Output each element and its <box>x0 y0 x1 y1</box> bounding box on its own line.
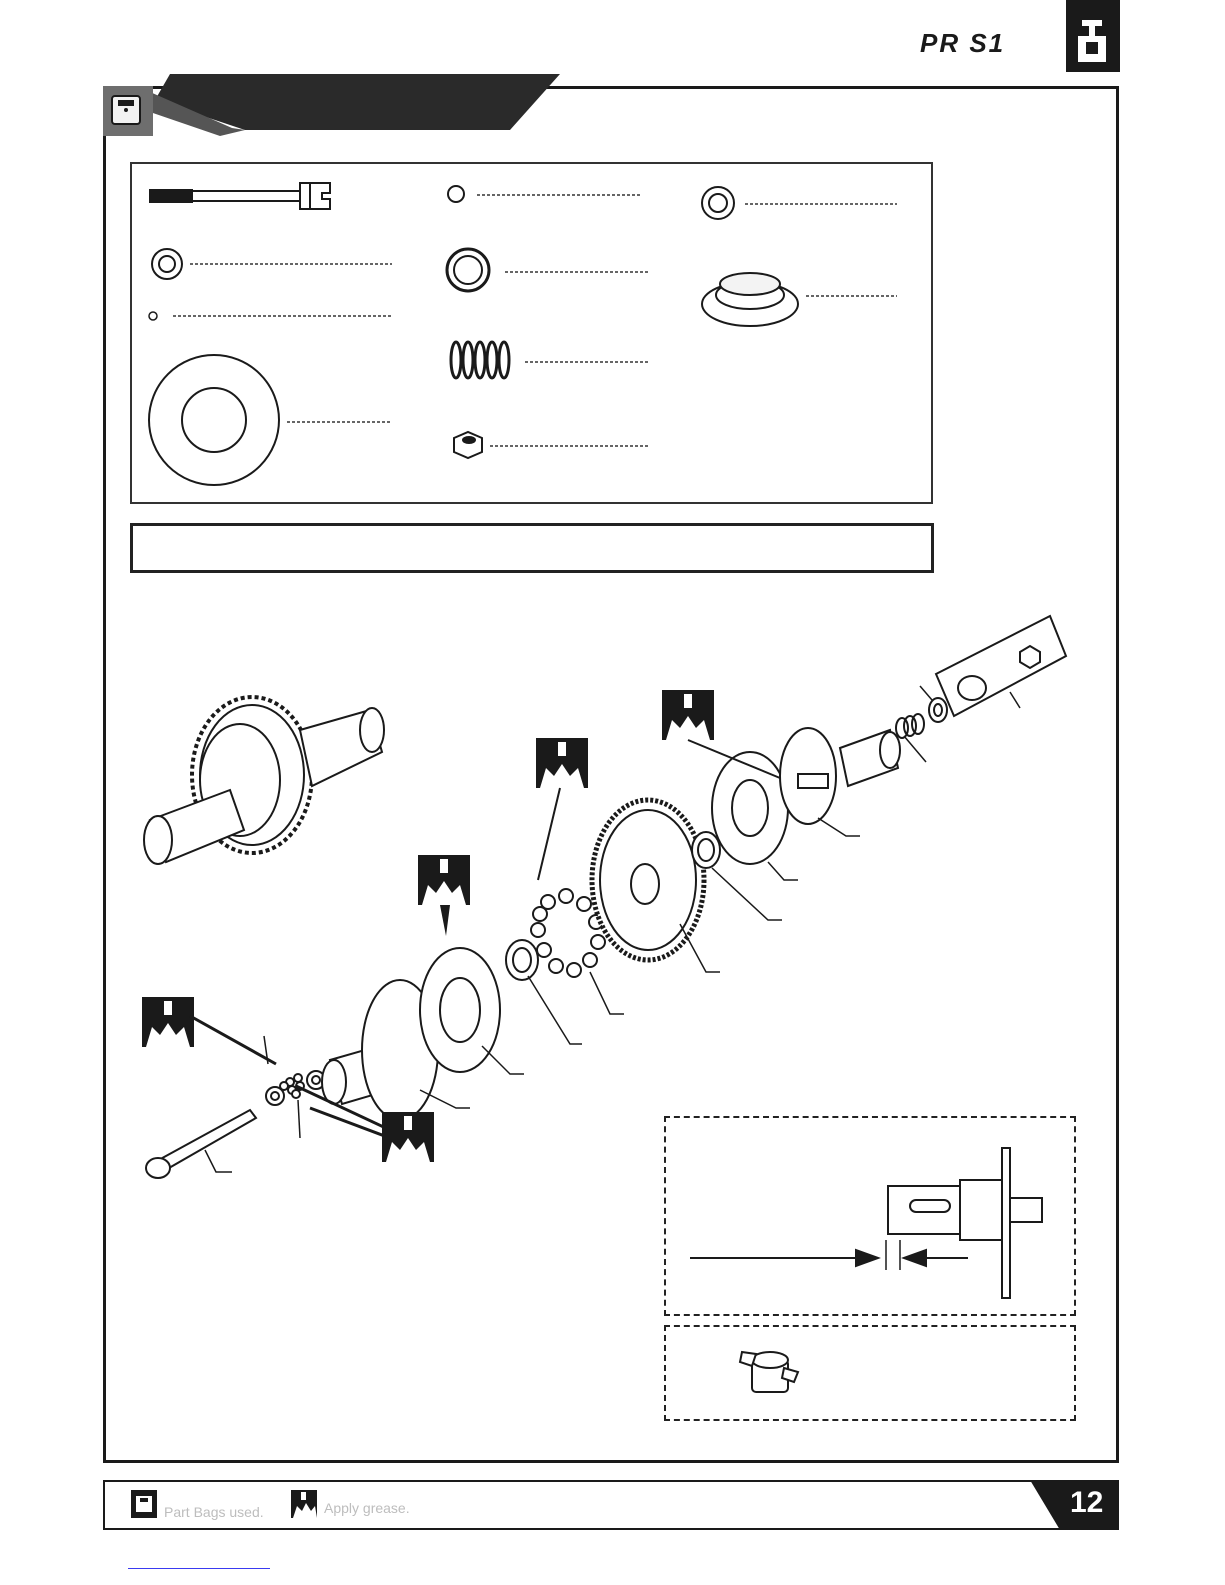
thrust-washer-part <box>702 187 734 219</box>
bearing-part <box>447 249 489 291</box>
spring-part <box>451 342 509 378</box>
grease-icon <box>291 1490 317 1518</box>
grease-icon <box>536 738 588 880</box>
diff-screw-part <box>150 183 330 209</box>
car-logo-icon <box>1066 0 1120 72</box>
cap-part <box>702 273 798 326</box>
exploded-diff-assembly <box>146 616 1066 1178</box>
small-washer-part <box>152 249 182 279</box>
bottom-link-underline <box>128 1568 270 1569</box>
outdrive-profile-drawing <box>888 1148 1042 1298</box>
diff-tool-drawing <box>740 1352 798 1392</box>
legend-bags-label: Part Bags used. <box>164 1504 264 1520</box>
diff-ball-part <box>448 186 464 202</box>
nut-part <box>454 432 482 458</box>
measurement-arrows <box>690 1240 968 1270</box>
page-number: 12 <box>1070 1486 1104 1519</box>
diff-plate-part <box>149 355 279 485</box>
brand-logo-text: PR S1 <box>920 28 1006 58</box>
part-bag-icon <box>112 96 140 124</box>
tiny-ball-part <box>149 312 157 320</box>
grease-icon <box>418 855 470 936</box>
grease-icon <box>142 997 276 1064</box>
step-header-banner <box>103 74 560 136</box>
part-bag-icon <box>131 1490 157 1518</box>
legend-grease-label: Apply grease. <box>324 1500 410 1516</box>
assembled-diff-illustration <box>144 697 384 864</box>
